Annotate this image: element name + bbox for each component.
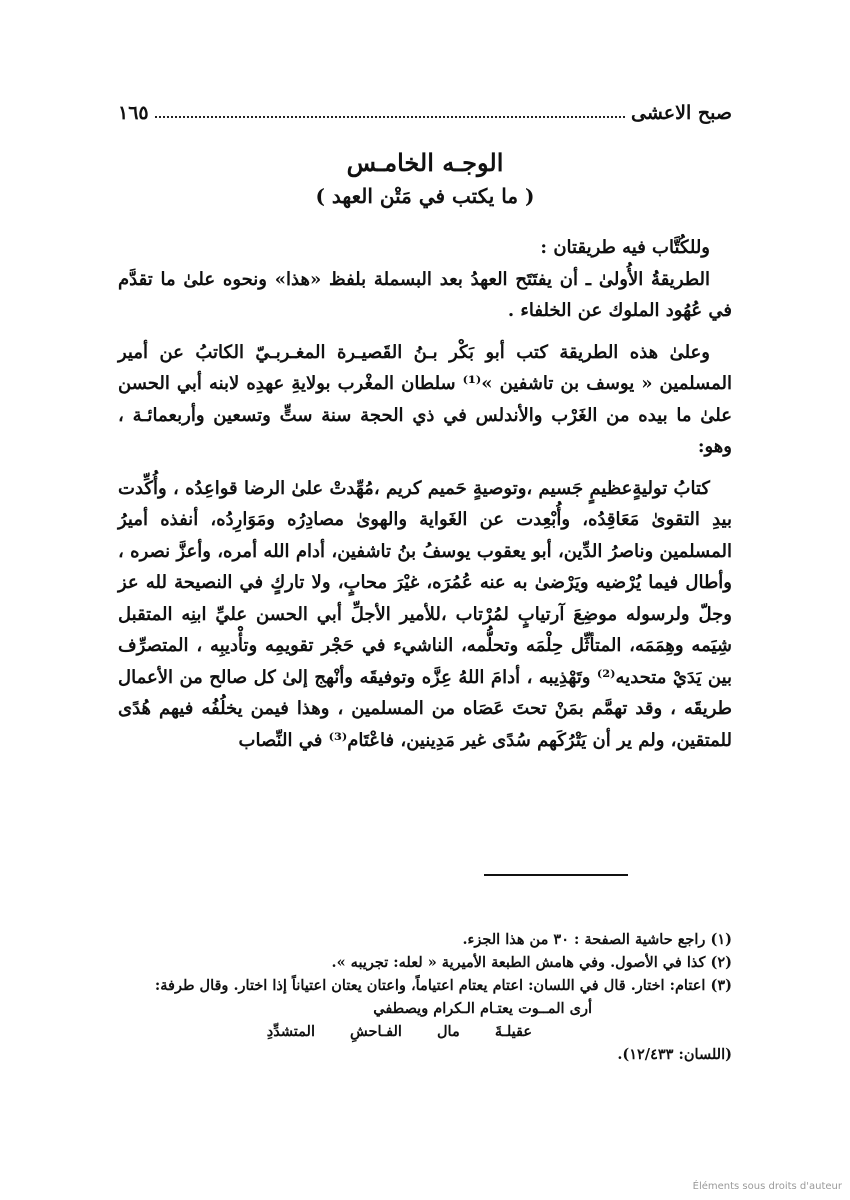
footnote: (١) راجع حاشية الصفحة : ٣٠ من هذا الجزء. (462, 931, 732, 948)
copyright-watermark: Éléments sous droits d'auteur (692, 1181, 842, 1192)
paragraph: الطريقةُ الأُولىٰ ـ أن يفتَتَح العهدُ بعد البسملة بلفظ «هذا» ونحوه علىٰ ما تقدَّم في عُهُود الملوك عن الخلفاء . (118, 268, 732, 321)
footnote: (٣) اعتام: اختار. قال في اللسان: اعتام يعتام اعتياماً، واعتان يعتان اعتياناً إذا اختار. وقال طرفة: (154, 977, 732, 994)
main-text (118, 232, 732, 756)
footnote-separator (484, 874, 628, 876)
poem-word: مال (437, 1023, 460, 1040)
poem-hemistich: أرى المــوت يعتـام الـكرام ويصطفي (373, 1000, 592, 1017)
poem-word: المتشدِّدِ (266, 1023, 315, 1040)
poem-word: الفـاحشِ (350, 1023, 402, 1040)
paragraph: وعلىٰ هذه الطريقة كتب أبو بَكْر بـنُ القَصيـرة المغـربـيّ الكاتبُ عن أمير المسلمين « يوسف بن تاشفين »⁽¹⁾ سلطان المغْرب بولايةِ عهدِه لابنه أبي الحسن علىٰ ما بيده من الغَرْب والأندلس في ذي الحجة سنة ستٍّ وتسعين وأربعمائـة ، وهو: (118, 341, 733, 457)
section-subtitle: ( ما يكتب في مَتْن العهد ) (315, 184, 535, 208)
book-title: صبح الاعشى (631, 102, 732, 124)
paragraph: كتابُ توليةٍعظيمٍ جَسيم ،وتوصيةٍ حَميم كريم ،مُهِّدتْ علىٰ الرضا قواعِدُه ، وأُكِّدت بيدِ التقوىٰ مَعَاقِدُه، وأُبْعِدت عن الغَواية والهوىٰ مصادِرُه ومَوَارِدُه، أنفذه أميرُ المسلمين وناصرُ الدِّين، أبو يعقوب يوسفُ بنُ تاشفين، أدام الله أمره، وأعزَّ نصره ، وأطال فيما يُرْضيه ويَرْضىٰ به عنه عُمُرَه، غيْرَ محابٍ، ولا تاركٍ في النصيحة لله عز وجلّ ولرسوله موضِعَ آرتيابٍ لمُرْتاب ،للأمير الأجلِّ أبي الحسن عليِّ ابنِه المتقبل شِيَمه وهِمَمَه، المتأثِّل حِلْمَه وتحلُّمه، الناشيء في حَجْر تقويمِه وتأْديبِه ، المتصرِّف بين يَدَيْ متحديه⁽²⁾ وتَهْذِيبه ، أدامَ اللهُ عِزَّه وتوفيقَه وأنْهج إلىٰ كل صالح من الأعمال طريقَه ، وقد تهمَّم بمَنْ تحتَ عَصَاه من المسلمين ، وهذا فيمن يخلُفُه فيهم هُدًى للمتقين، ولم ير أن يَتْرُكَهم سُدًى غير مَدِينين، فاعْتَام⁽³⁾ في النِّصاب (118, 477, 733, 751)
poem-word: عقيلـةَ (494, 1023, 532, 1040)
poem-line (118, 997, 732, 1020)
footnote: (٢) كذا في الأصول. وفي هامش الطبعة الأميرية « لعله: تجريبه ». (331, 954, 732, 971)
running-header (118, 98, 732, 124)
leader-dots (155, 115, 625, 118)
paragraph: وللكُتَّاب فيه طريقتان : (540, 237, 710, 258)
source-citation: (اللسان: ١٢/٤٣٣). (617, 1046, 732, 1063)
poem-line (118, 1020, 732, 1043)
page-number: ١٦٥ (118, 102, 149, 124)
footnotes (118, 928, 732, 1066)
section-title: الوجـه الخامـس (346, 148, 504, 177)
